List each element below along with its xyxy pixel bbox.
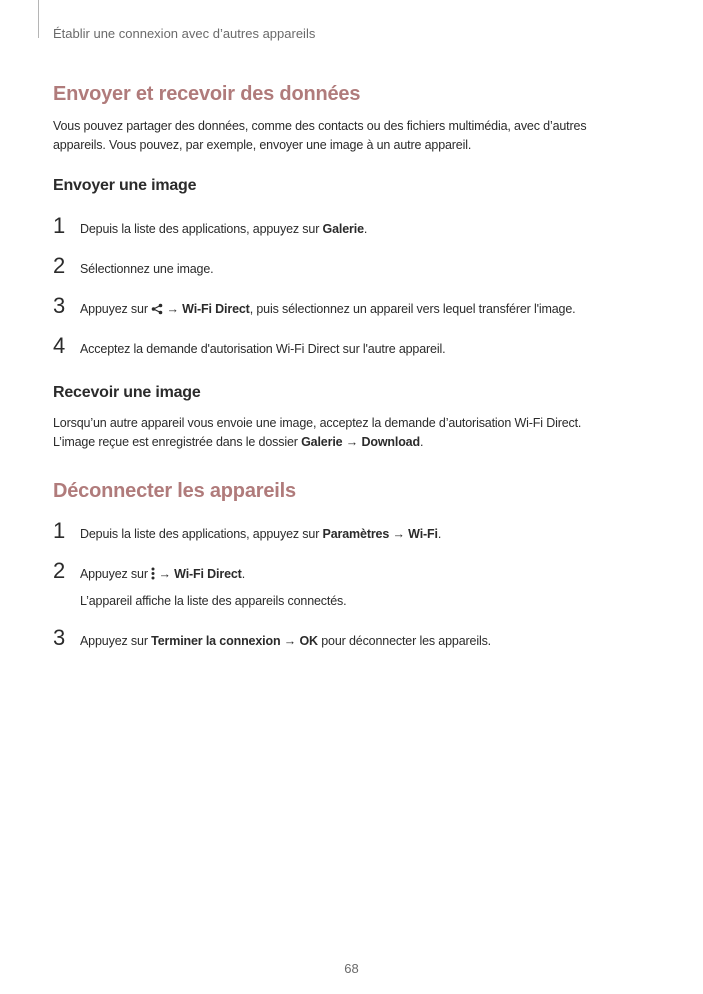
subsection-title-send: Envoyer une image [53,177,197,194]
section-title-disconnect: Déconnecter les appareils [53,480,296,502]
chapter-header: Établir une connexion avec d’autres appareils [53,26,316,41]
step-number: 2 [53,253,66,278]
page-number: 68 [344,961,359,976]
step-number: 2 [53,558,66,583]
subsection-title-receive: Recevoir une image [53,384,201,401]
step-note: L’appareil affiche la liste des appareils connectés. [80,594,347,608]
header-rule [38,0,39,38]
step-number: 1 [53,518,66,543]
step-number: 3 [53,625,66,650]
section-title-send-receive: Envoyer et recevoir des données [53,83,361,105]
share-icon [151,302,163,321]
step-number: 3 [53,293,66,318]
step-number: 1 [53,213,66,238]
section-intro: Vous pouvez partager des données, comme des contacts ou des fichiers multimédia, avec d’autres appareils. Vous pouvez, par exemple, envoyer une image à un autre appareil. [53,119,587,152]
receive-paragraph: Lorsqu’un autre appareil vous envoie une image, acceptez la demande d’autorisation Wi-Fi Direct. L’image reçue est enregistrée dans le dossier Galerie → Download. [53,416,582,449]
step-number: 4 [53,333,66,358]
